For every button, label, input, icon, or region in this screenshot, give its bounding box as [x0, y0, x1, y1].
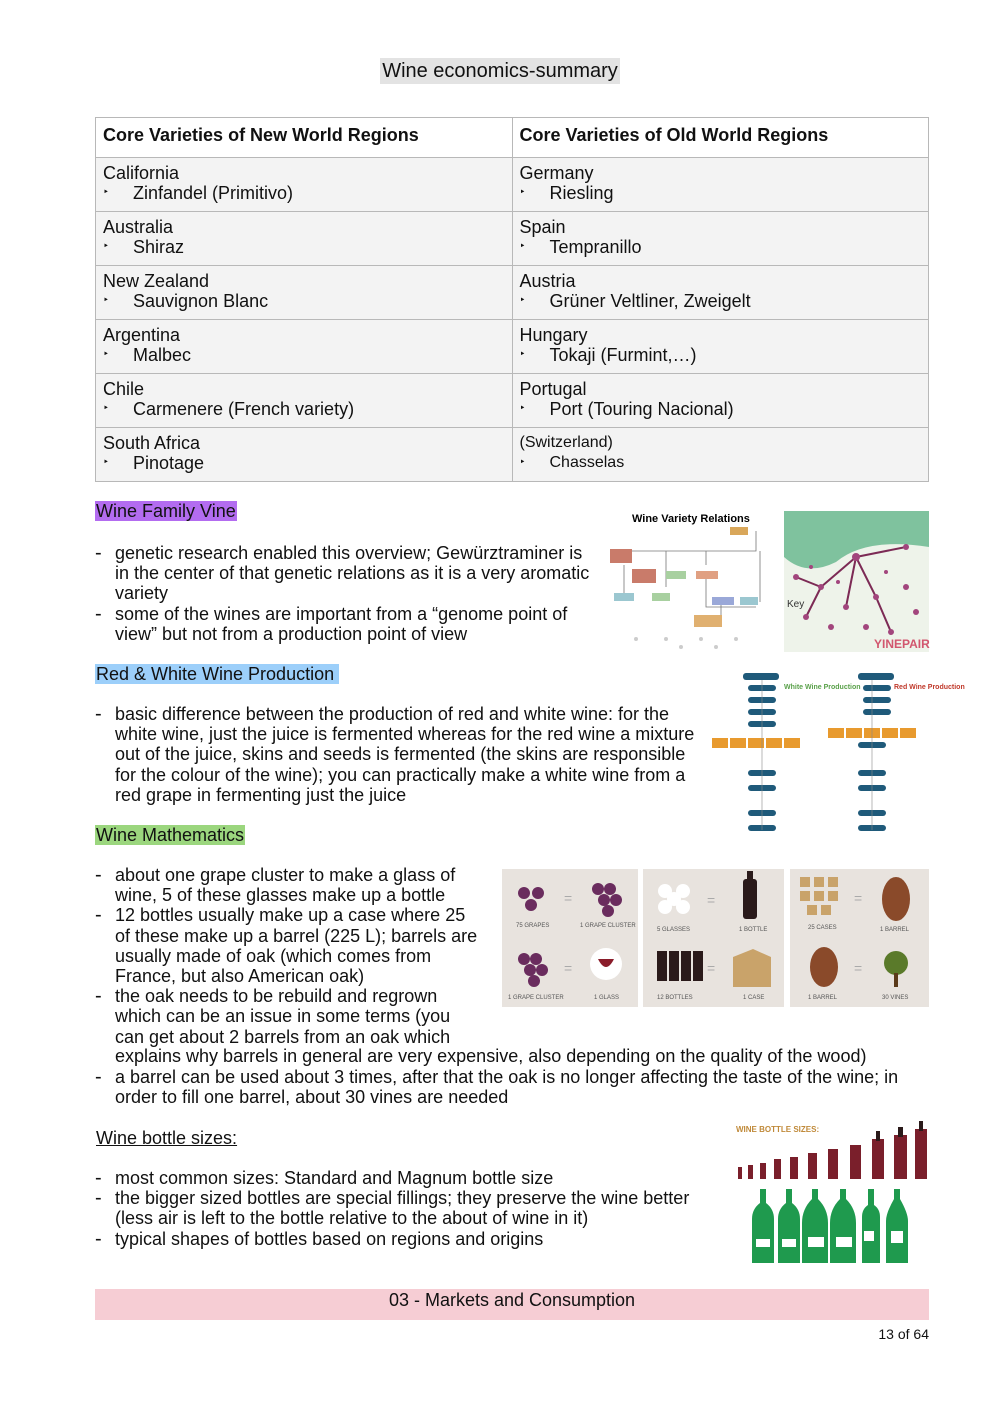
list-item: - most common sizes: Standard and Magnum bottle size — [95, 1168, 720, 1188]
section-bottles-heading — [95, 1127, 238, 1149]
math-panel-1 — [502, 869, 638, 1007]
svg-text:1 BARREL: 1 BARREL — [808, 995, 838, 1001]
wine-math-figure — [502, 869, 929, 1007]
figure-key: Key — [787, 599, 805, 610]
table-cell — [512, 374, 929, 428]
list-item: - a barrel can be used about 3 times, after that the oak is no longer affecting the taste of the wine; in order to fill one barrel, about 30 vines are needed — [95, 1067, 935, 1107]
figure-brand: YINEPAIR — [874, 637, 930, 651]
region-name: Portugal — [519, 379, 587, 399]
list-item: - the bigger sized bottles are special fillings; they preserve the wine better (less air is left to the bottle relative to the about of wine in it) — [95, 1188, 720, 1228]
table-cell — [96, 212, 513, 266]
region-name: Chile — [103, 379, 145, 399]
bullet-icon: ‣ — [103, 187, 109, 198]
bullet-icon: ‣ — [103, 349, 109, 360]
variety-name: Shiraz — [133, 237, 185, 257]
table-row — [96, 158, 929, 212]
svg-text:75 GRAPES: 75 GRAPES — [516, 923, 550, 929]
page-title-text: Wine economics-summary — [382, 60, 618, 82]
svg-text:=: = — [854, 960, 863, 976]
math-bullet-list — [95, 865, 480, 1047]
bottles-bullet-list — [95, 1168, 720, 1249]
list-item: - basic difference between the production of red and white wine: for the white wine, just the juice is fermented whereas for the red wine a mixture out of the juice, skins and seeds is fermented (the skins are responsible for the colour of the wine); you can practically make a white wine from a red grape in fermenting just the juice — [95, 704, 695, 805]
bullet-icon: ‣ — [103, 295, 109, 306]
region-name: Argentina — [103, 325, 181, 345]
bullet-icon: ‣ — [519, 295, 526, 306]
table-cell — [96, 428, 513, 482]
variety-name: Port (Touring Nacional) — [549, 399, 734, 419]
svg-text:1 BOTTLE: 1 BOTTLE — [739, 927, 768, 933]
region-name: New Zealand — [103, 271, 210, 291]
figure-red-label: Red Wine Production — [894, 684, 965, 691]
bullet-icon: ‣ — [519, 403, 526, 414]
table-row — [96, 266, 929, 320]
variety-name: Malbec — [133, 345, 192, 365]
section-family-heading — [95, 500, 237, 522]
variety-name: Sauvignon Blanc — [133, 291, 269, 311]
region-name: California — [103, 163, 180, 183]
bullet-icon: ‣ — [103, 241, 109, 252]
svg-text:1 GRAPE CLUSTER: 1 GRAPE CLUSTER — [580, 923, 636, 929]
svg-text:30 VINES: 30 VINES — [882, 995, 909, 1001]
list-item: - typical shapes of bottles based on regions and origins — [95, 1229, 720, 1249]
svg-text:1 GRAPE CLUSTER: 1 GRAPE CLUSTER — [508, 995, 564, 1001]
chapter-title: 03 - Markets and Consumption — [388, 1290, 636, 1310]
table-row — [96, 320, 929, 374]
variety-name: Riesling — [549, 183, 614, 203]
chapter-footer — [95, 1289, 929, 1320]
svg-text:=: = — [707, 892, 716, 908]
svg-text:12 BOTTLES: 12 BOTTLES — [657, 995, 693, 1001]
core-varieties-table — [95, 117, 929, 482]
list-item: - the oak needs to be rebuild and regrown which can be an issue in some terms (you can get about 2 barrels from an oak which — [95, 986, 480, 1047]
figure-white-label: White Wine Production — [784, 684, 861, 691]
bullet-icon: ‣ — [519, 457, 526, 468]
math-panel-2 — [643, 869, 784, 1007]
page-number: 13 of 64 — [878, 1326, 929, 1342]
svg-text:=: = — [564, 960, 573, 976]
bullet-icon: ‣ — [519, 349, 526, 360]
table-cell — [512, 266, 929, 320]
region-name: South Africa — [103, 433, 201, 453]
region-name: Germany — [519, 163, 594, 183]
production-bullet-list — [95, 704, 695, 805]
region-name: Spain — [519, 217, 566, 237]
table-cell — [512, 320, 929, 374]
section-production-heading — [95, 663, 339, 685]
table-cell — [96, 266, 513, 320]
svg-text:5 GLASSES: 5 GLASSES — [657, 927, 691, 933]
svg-text:=: = — [564, 890, 573, 906]
table-row — [96, 212, 929, 266]
wine-bottle-sizes-figure — [730, 1119, 929, 1267]
svg-text:=: = — [854, 890, 863, 906]
table-header-new-world: Core Varieties of New World Regions — [96, 118, 513, 158]
list-item: - 12 bottles usually make up a case where 25 of these make up a barrel (225 L); barrels are usually made of oak (which comes from France, but also American oak) — [95, 905, 480, 986]
svg-text:1 CASE: 1 CASE — [743, 995, 765, 1001]
region-name: Hungary — [519, 325, 588, 345]
svg-text:1 GLASS: 1 GLASS — [594, 995, 620, 1001]
table-row — [96, 428, 929, 482]
variety-name: Grüner Veltliner, Zweigelt — [549, 291, 751, 311]
table-header-old-world: Core Varieties of Old World Regions — [512, 118, 929, 158]
section-heading: Wine bottle sizes: — [96, 1128, 238, 1148]
table-cell — [96, 320, 513, 374]
figure-title: Wine Variety Relations — [632, 513, 750, 525]
variety-name: Zinfandel (Primitivo) — [133, 183, 294, 203]
region-name: Australia — [103, 217, 174, 237]
section-math-heading — [95, 824, 245, 846]
table-cell — [512, 158, 929, 212]
list-item: - about one grape cluster to make a glass of wine, 5 of these glasses make up a bottle — [95, 865, 480, 905]
list-item: - some of the wines are important from a “genome point of view” but not from a production point of view — [95, 604, 600, 644]
variety-name: Tokaji (Furmint,…) — [549, 345, 697, 365]
math-bullet-list-wide — [95, 1067, 935, 1107]
table-cell — [96, 158, 513, 212]
svg-text:1 BARREL: 1 BARREL — [880, 927, 910, 933]
table-header-row — [96, 118, 929, 158]
family-bullet-list — [95, 543, 600, 644]
wine-production-figure — [708, 670, 965, 836]
bullet-icon: ‣ — [103, 403, 109, 414]
bullet-icon: ‣ — [103, 457, 109, 468]
math-panel-3 — [790, 869, 929, 1007]
math-continuation: explains why barrels in general are very expensive, also depending on the quality of the wood) — [115, 1046, 867, 1066]
section-heading: Wine Family Vine — [96, 501, 236, 521]
wine-variety-relations-figure — [606, 507, 929, 652]
page-title — [0, 60, 1000, 83]
table-cell — [512, 212, 929, 266]
section-heading: Wine Mathematics — [96, 825, 245, 845]
variety-name: Tempranillo — [549, 237, 642, 257]
section-heading: Red & White Wine Production — [95, 664, 339, 684]
list-item: - genetic research enabled this overview; Gewürztraminer is in the center of that genetic relations as it is a very aromatic variety — [95, 543, 600, 604]
variety-name: Pinotage — [133, 453, 205, 473]
bullet-icon: ‣ — [519, 187, 526, 198]
svg-text:25 CASES: 25 CASES — [808, 925, 837, 931]
variety-name: Carmenere (French variety) — [133, 399, 355, 419]
table-cell — [96, 374, 513, 428]
table-row — [96, 374, 929, 428]
svg-text:=: = — [707, 960, 716, 976]
region-name: Austria — [519, 271, 576, 291]
variety-name: Chasselas — [549, 454, 625, 471]
region-name: (Switzerland) — [519, 434, 613, 451]
table-cell — [512, 428, 929, 482]
bullet-icon: ‣ — [519, 241, 526, 252]
figure-title: WINE BOTTLE SIZES: — [736, 1125, 820, 1134]
